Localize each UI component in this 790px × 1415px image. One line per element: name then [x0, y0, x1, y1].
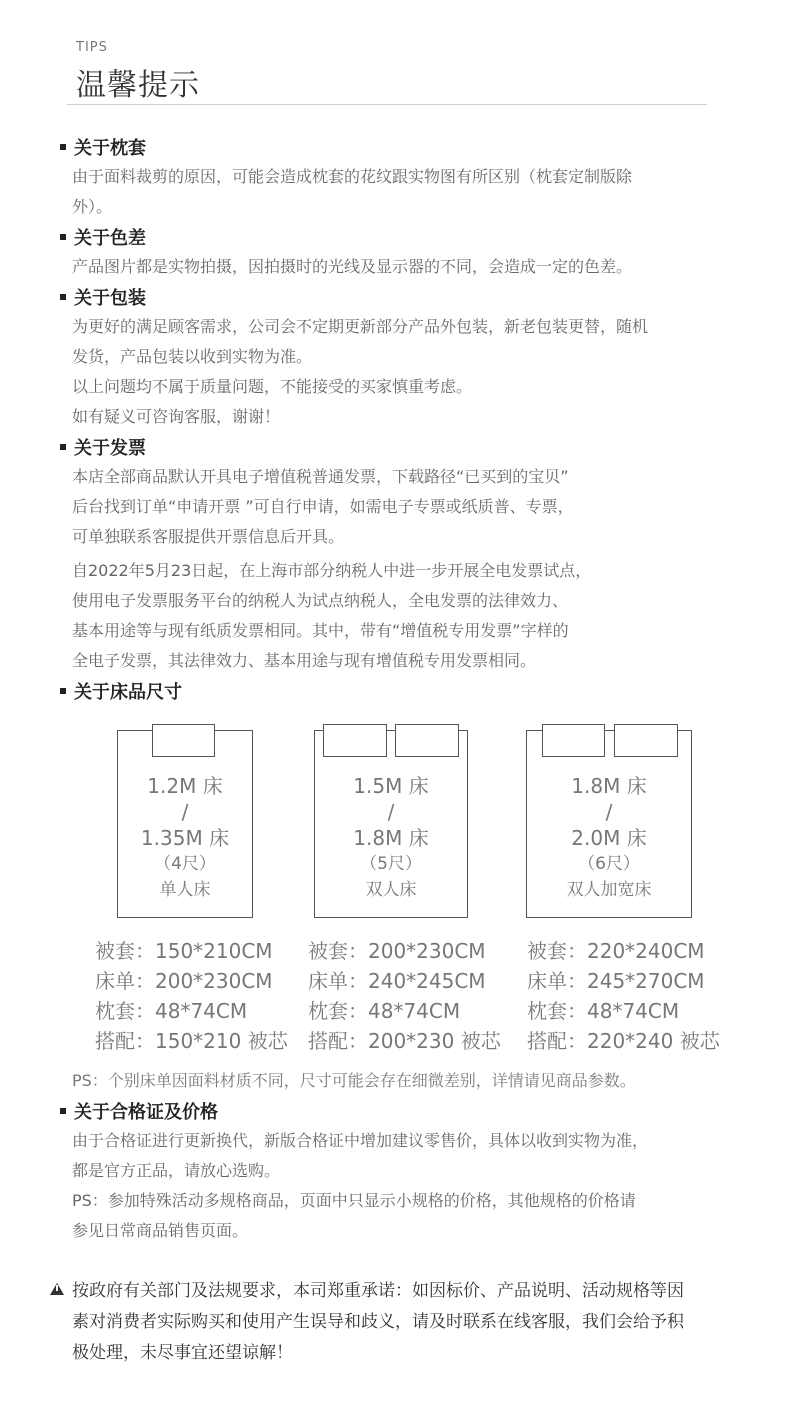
bullet-icon	[60, 234, 66, 240]
bed-type: 双人加宽床	[566, 880, 652, 900]
section-certificate	[58, 1098, 738, 1246]
bullet-icon	[60, 444, 66, 450]
section-text: 为更好的满足顾客需求，公司会不定期更新部分产品外包装，新老包装更替，随机 发货，产品包装以收到实物为准。	[72, 317, 649, 366]
bullet-icon	[60, 688, 66, 694]
spec-duvet: 被套：220*240CM	[527, 939, 705, 963]
section-text: 本店全部商品默认开具电子增值税普通发票，下载路径“已买到的宝贝” 后台找到订单“申请开票 ”可自行申请，如需电子专票或纸质普、专票， 可单独联系客服提供开票信息后开具。	[72, 467, 574, 546]
bullet-icon	[60, 144, 66, 150]
spec-sheet: 床单：245*270CM	[527, 969, 705, 993]
section-text: 由于合格证进行更新换代，新版合格证中增加建议零售价，具体以收到实物为准， 都是官方正品，请放心选购。	[72, 1131, 649, 1180]
section-text: PS：参加特殊活动多规格商品，页面中只显示小规格的价格，其他规格的价格请 参见日常商品销售页面。	[72, 1191, 636, 1240]
bullet-icon	[60, 1108, 66, 1114]
section-text: 产品图片都是实物拍摄，因拍摄时的光线及显示器的不同，会造成一定的色差。	[72, 257, 633, 276]
spec-pillowcase: 枕套：48*74CM	[95, 999, 248, 1023]
notice-text: 按政府有关部门及法规要求，本司郑重承诺：如因标价、产品说明、活动规格等因 素对消费者实际购买和使用产生误导和歧义，请及时联系在线客服，我们会给予积 极处理，未尽事宜还望谅解！	[72, 1281, 684, 1363]
spec-match: 搭配：200*230 被芯	[308, 1029, 501, 1053]
bed-size: 1.2M 床	[147, 774, 223, 798]
bed-type: 单人床	[159, 880, 211, 900]
bed-size: 1.8M 床	[571, 774, 647, 798]
bullet-icon	[60, 294, 66, 300]
pillow-shape	[323, 724, 387, 757]
bed-type: 双人床	[365, 880, 417, 900]
bed-size: 1.8M 床	[353, 826, 429, 850]
page-title: 温馨提示	[76, 68, 200, 103]
section-title: 关于床品尺寸	[74, 682, 182, 703]
section-bedsize	[58, 678, 738, 704]
bed-diagram-double	[314, 730, 468, 918]
spec-list-single	[95, 936, 288, 1056]
spec-match: 搭配：220*240 被芯	[527, 1029, 720, 1053]
section-title: 关于合格证及价格	[74, 1102, 218, 1123]
legal-notice	[50, 1276, 730, 1369]
bed-size: 2.0M 床	[571, 826, 647, 850]
section-color	[58, 224, 738, 282]
spec-sheet: 床单：240*245CM	[308, 969, 486, 993]
bed-feet: （6尺）	[578, 854, 640, 874]
pillow-shape	[152, 724, 215, 757]
section-text: 由于面料裁剪的原因，可能会造成枕套的花纹跟实物图有所区别（枕套定制版除 外）。	[72, 167, 633, 216]
bed-feet: （5尺）	[360, 854, 422, 874]
spec-duvet: 被套：150*210CM	[95, 939, 273, 963]
section-text: 自2022年5月23日起，在上海市部分纳税人中进一步开展全电发票试点， 使用电子发票服务平台的纳税人为试点纳税人，全电发票的法律效力、 基本用途等与现有纸质发票相同。其中，带有“增值税专用发票”字样的 全电子发票，其法律效力、基本用途与现有增值税专用发票相同。	[72, 561, 592, 670]
title-divider	[67, 104, 707, 105]
section-text: 如有疑义可咨询客服，谢谢！	[72, 407, 281, 426]
spec-list-double	[308, 936, 501, 1056]
spec-match: 搭配：150*210 被芯	[95, 1029, 288, 1053]
bed-slash: /	[181, 800, 189, 824]
tips-label: TIPS	[76, 40, 108, 55]
spec-duvet: 被套：200*230CM	[308, 939, 486, 963]
pillow-shape	[395, 724, 459, 757]
bed-slash: /	[605, 800, 613, 824]
bed-diagram-wide	[526, 730, 692, 918]
section-title: 关于色差	[74, 228, 146, 249]
bed-size: 1.5M 床	[353, 774, 429, 798]
section-title: 关于枕套	[74, 138, 146, 159]
section-packaging	[58, 284, 738, 432]
bed-feet: （4尺）	[154, 854, 216, 874]
section-title: 关于发票	[74, 438, 146, 459]
spec-pillowcase: 枕套：48*74CM	[527, 999, 680, 1023]
pillow-shape	[542, 724, 605, 757]
spec-list-wide	[527, 936, 720, 1056]
section-text: 以上问题均不属于质量问题，不能接受的买家慎重考虑。	[72, 377, 473, 396]
bed-diagram-single	[117, 730, 253, 918]
bedsize-ps-note: PS：个别床单因面料材质不同，尺寸可能会存在细微差别，详情请见商品参数。	[72, 1071, 636, 1090]
section-pillowcase	[58, 134, 738, 222]
bed-slash: /	[387, 800, 395, 824]
spec-sheet: 床单：200*230CM	[95, 969, 273, 993]
spec-pillowcase: 枕套：48*74CM	[308, 999, 461, 1023]
section-title: 关于包装	[74, 288, 146, 309]
bed-size: 1.35M 床	[140, 826, 230, 850]
pillow-shape	[614, 724, 678, 757]
section-invoice	[58, 434, 738, 676]
